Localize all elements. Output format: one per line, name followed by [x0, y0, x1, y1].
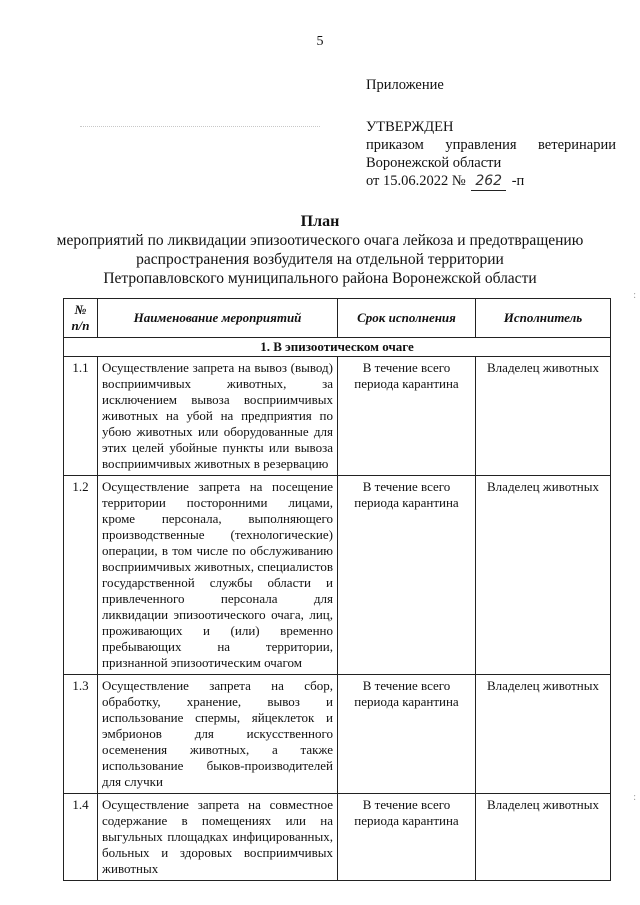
- appendix-label: Приложение: [366, 77, 444, 93]
- row-num: 1.2: [64, 476, 98, 675]
- table-row: [64, 357, 611, 476]
- approval-block: [366, 76, 616, 191]
- document-title: [0, 212, 640, 288]
- approval-date-prefix: от 15.06.2022 №: [366, 173, 466, 189]
- approval-line-1: приказом управления ветеринарии: [366, 137, 616, 153]
- approval-date-suffix: -п: [511, 173, 525, 189]
- title-main: План: [300, 213, 340, 230]
- header-name: Наименование мероприятий: [98, 299, 338, 338]
- approval-line-3: [366, 172, 616, 191]
- row-term: В течение всего периода карантина: [338, 794, 476, 881]
- header-num: № п/п: [64, 299, 98, 338]
- approval-line-2: Воронежской области: [366, 155, 502, 171]
- header-executor: Исполнитель: [476, 299, 611, 338]
- table-row: [64, 476, 611, 675]
- title-line-2: распространения возбудителя на отдельной территории: [136, 251, 504, 268]
- section-row: [64, 338, 611, 357]
- header-term: Срок исполнения: [338, 299, 476, 338]
- title-line-3: Петропавловского муниципального района Воронежской области: [103, 270, 537, 287]
- table-row: [64, 675, 611, 794]
- row-desc: Осуществление запрета на сбор, обработку, хранение, вывоз и использование спермы, яйцеклеток и эмбрионов для искусственного осеменения животных, а также использование быков-производителей для случки: [98, 675, 338, 794]
- margin-mark: :: [633, 290, 636, 301]
- title-line-1: мероприятий по ликвидации эпизоотического очага лейкоза и предотвращению: [56, 232, 584, 249]
- row-num: 1.4: [64, 794, 98, 881]
- row-term: В течение всего периода карантина: [338, 476, 476, 675]
- row-num: 1.1: [64, 357, 98, 476]
- handwritten-order-number: 262: [471, 172, 506, 191]
- page-number: 5: [316, 34, 324, 49]
- row-term: В течение всего периода карантина: [338, 357, 476, 476]
- measures-table: [63, 298, 611, 881]
- row-desc: Осуществление запрета на совместное содержание в помещениях или на выгульных площадках инфицированных, больных и здоровых восприимчивых животных: [98, 794, 338, 881]
- row-term: В течение всего периода карантина: [338, 675, 476, 794]
- section-title: 1. В эпизоотическом очаге: [64, 338, 611, 357]
- row-executor: Владелец животных: [476, 357, 611, 476]
- margin-mark: :: [633, 792, 636, 803]
- row-num: 1.3: [64, 675, 98, 794]
- table-header-row: [64, 299, 611, 338]
- row-executor: Владелец животных: [476, 794, 611, 881]
- table-row: [64, 794, 611, 881]
- approved-label: УТВЕРЖДЕН: [366, 119, 454, 135]
- row-desc: Осуществление запрета на вывоз (вывод) восприимчивых животных, за исключением вывоза восприимчивых животных на убой на предприятия по убою животных или оборудованные для этих целей убойные пункты или вывоза восприимчивых животных в резервацию: [98, 357, 338, 476]
- row-executor: Владелец животных: [476, 476, 611, 675]
- row-desc: Осуществление запрета на посещение территории посторонними лицами, кроме персонала, выполняющего производственные (технологические) операции, в том числе по обслуживанию восприимчивых животных, специалистов государственной службы области и привлеченного персонала для ликвидации эпизоотического очага, лиц, проживающих и (или) временно пребывающих на территории, признанной эпизоотическим очагом: [98, 476, 338, 675]
- scan-artifact-line: [80, 126, 320, 127]
- row-executor: Владелец животных: [476, 675, 611, 794]
